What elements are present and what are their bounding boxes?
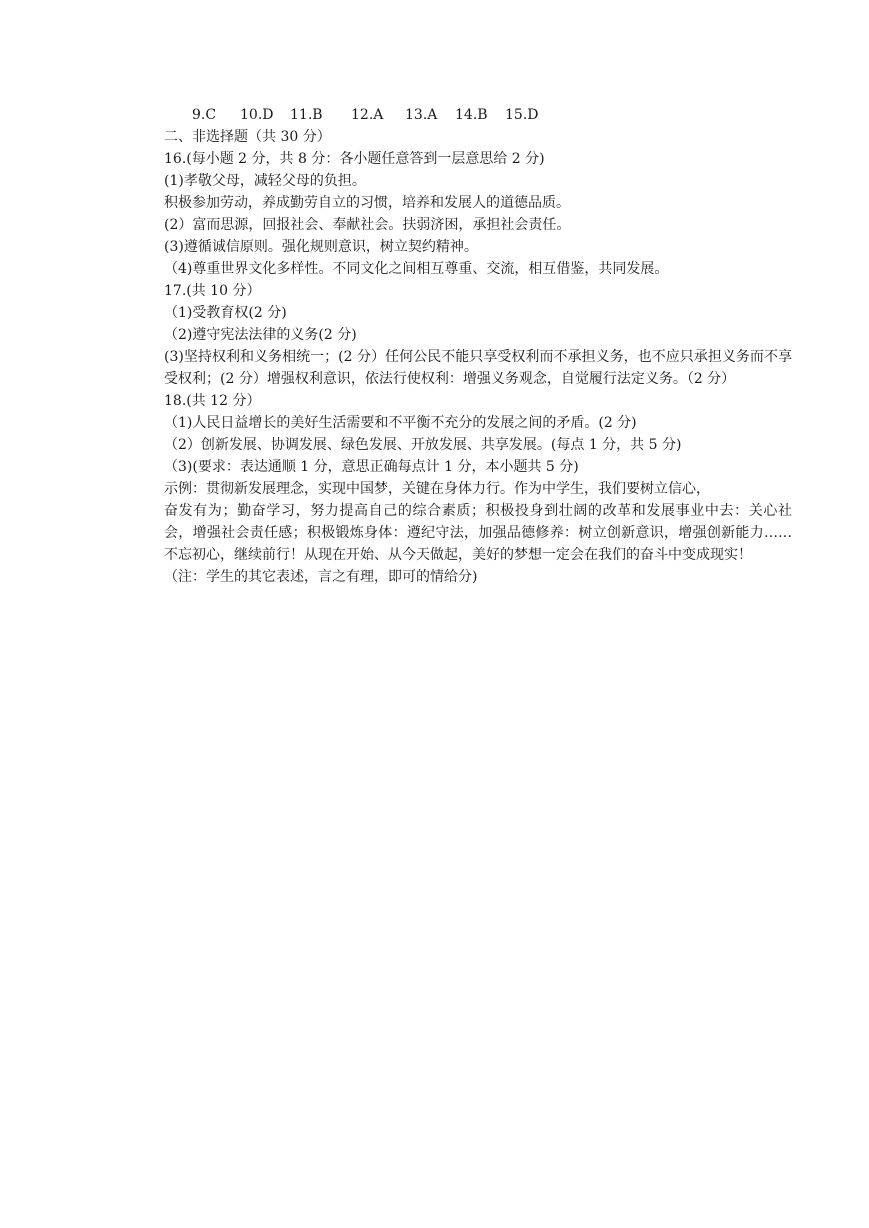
q18-line: （1)人民日益增长的美好生活需要和不平衡不充分的发展之间的矛盾。(2 分) xyxy=(164,415,637,431)
mc-answer: 13.A xyxy=(405,107,438,123)
mc-answer: 12.A xyxy=(351,107,384,123)
mc-answer: 15.D xyxy=(505,107,539,123)
mc-answer: 14.B xyxy=(455,107,488,123)
q16-line: (1)孝敬父母，减轻父母的负担。 xyxy=(164,173,366,189)
q18-line: （2）创新发展、协调发展、绿色发展、开放发展、共享发展。(每点 1 分，共 5 分) xyxy=(164,437,682,453)
q16-line: （4)尊重世界文化多样性。不同文化之间相互尊重、交流，相互借鉴，共同发展。 xyxy=(164,261,669,277)
q16-line: (2）富而思源，回报社会、奉献社会。扶弱济困，承担社会责任。 xyxy=(164,217,571,233)
mc-answer: 9.C xyxy=(192,107,217,123)
mc-answer: 10.D xyxy=(240,107,274,123)
q16-header: 16.(每小题 2 分，共 8 分：各小题任意答到一层意思给 2 分) xyxy=(164,151,545,167)
q18-line: （3)(要求：表达通顺 1 分，意思正确每点计 1 分，本小题共 5 分) xyxy=(164,459,579,475)
q18-example-line: 示例：贯彻新发展理念，实现中国梦，关键在身体力行。作为中学生，我们要树立信心， xyxy=(164,481,710,497)
q17-line: （2)遵守宪法法律的义务(2 分) xyxy=(164,327,357,343)
multiple-choice-answers xyxy=(164,104,792,126)
answer-content xyxy=(164,104,792,588)
q16-line: (3)遵循诚信原则。强化规则意识，树立契约精神。 xyxy=(164,239,478,255)
q18-paragraph: 奋发有为；勤奋学习，努力提高自己的综合素质；积极投身到壮阔的改革和发展事业中去：关心社会，增强社会责任感；积极锻炼身体：遵纪守法，加强品德修养：树立创新意识，增强创新能力……不忘初心，继续前行！从现在开始、从今天做起，美好的梦想一定会在我们的奋斗中变成现实！ xyxy=(164,503,792,563)
q18-note: （注：学生的其它表述，言之有理，即可的情给分) xyxy=(164,569,478,585)
q18-header: 18.(共 12 分） xyxy=(164,393,261,409)
section-title: 二、非选择题（共 30 分） xyxy=(164,129,331,145)
q16-line: 积极参加劳动，养成勤劳自立的习惯，培养和发展人的道德品质。 xyxy=(164,195,570,211)
q17-line: （1)受教育权(2 分) xyxy=(164,305,287,321)
q17-header: 17.(共 10 分） xyxy=(164,283,261,299)
q17-paragraph: (3)坚持权利和义务相统一；(2 分）任何公民不能只享受权利而不承担义务，也不应只承担义务而不享受权利；(2 分）增强权利意识，依法行使权利：增强义务观念，自觉履行法定义务。（2 分） xyxy=(164,349,792,387)
mc-answer: 11.B xyxy=(290,107,323,123)
